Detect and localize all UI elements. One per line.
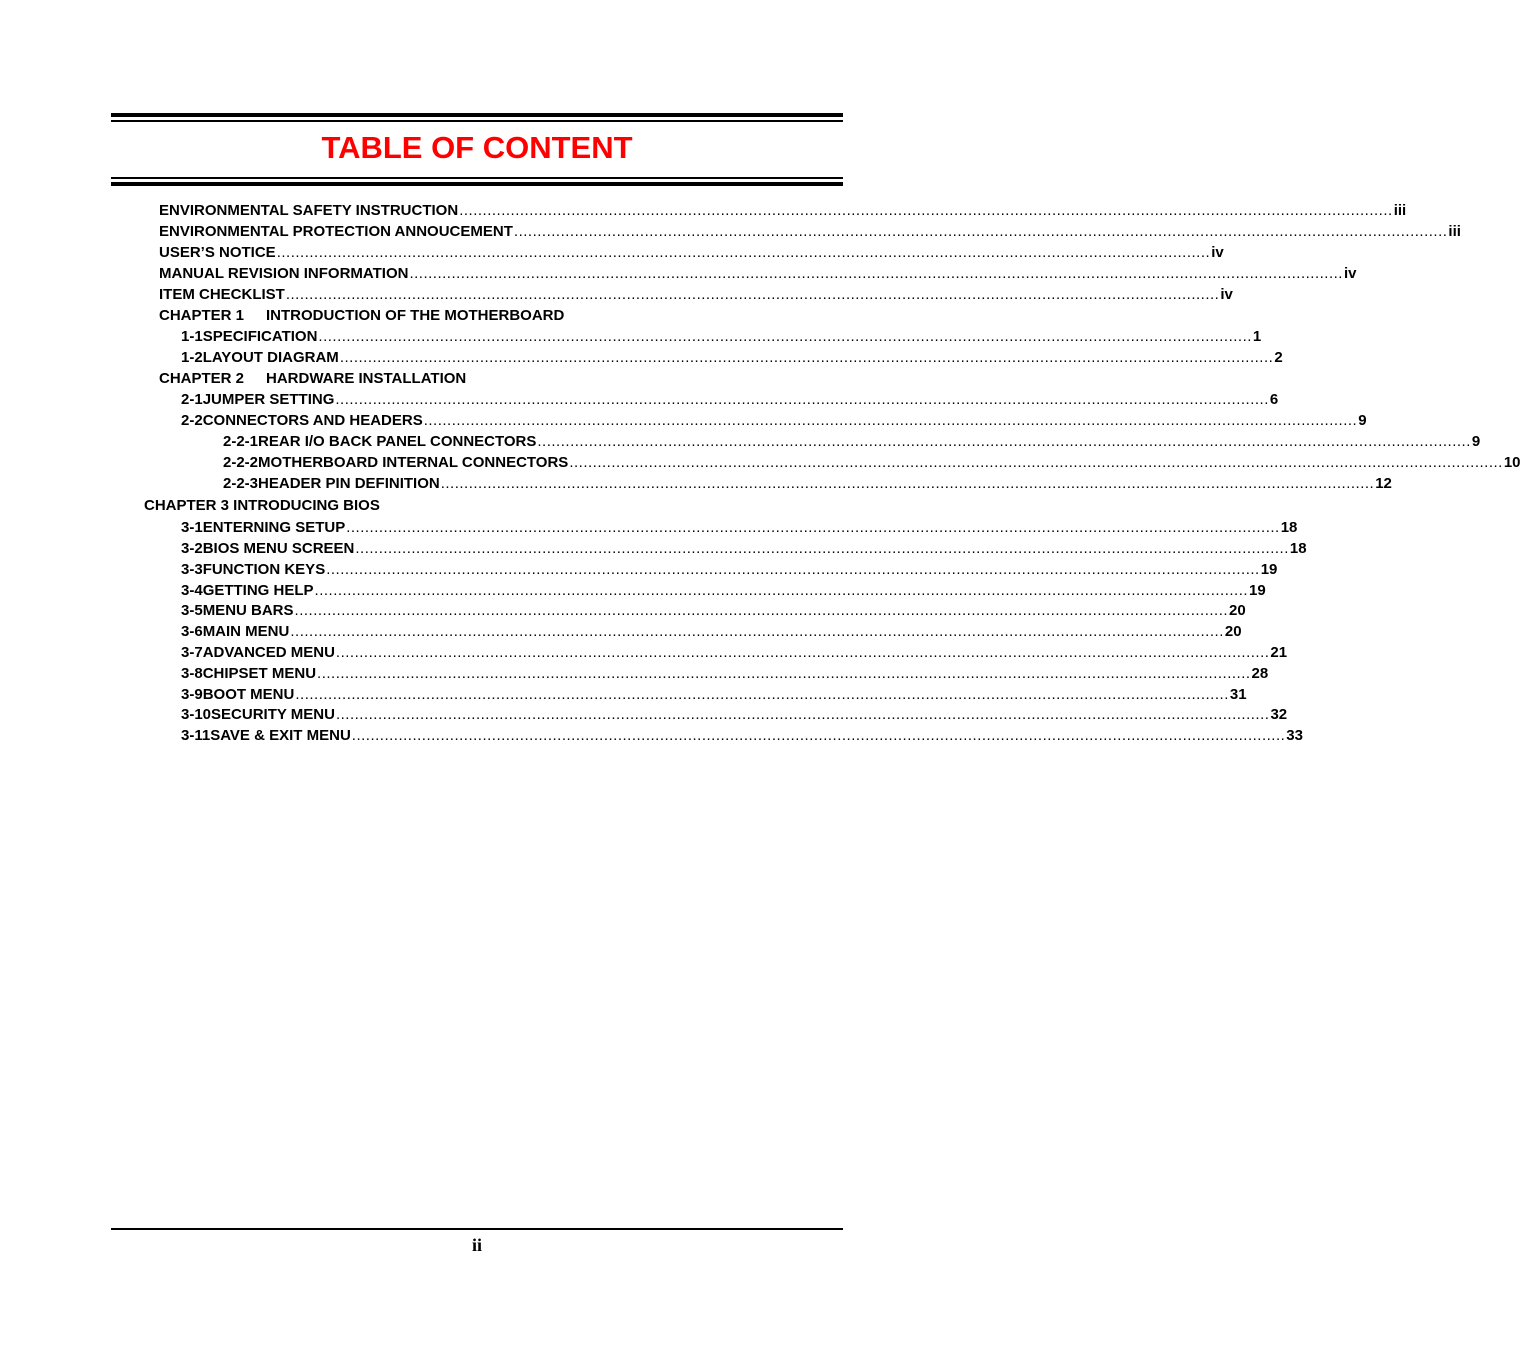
toc-entry[interactable]	[181, 684, 1247, 705]
toc-leader-dots: ........................................................................................................................................................................................................	[440, 475, 1375, 492]
toc-entry[interactable]	[181, 580, 1266, 601]
toc-entry-number: 3-10	[181, 706, 212, 723]
toc-entry-number: 3-3	[181, 561, 203, 578]
top-rule-thick	[111, 113, 843, 117]
toc-leader-dots: ........................................................................................................................................................................................................	[276, 244, 1211, 261]
toc-entry-label: BOOT MENU	[202, 686, 295, 703]
toc-entry-label: HEADER PIN DEFINITION	[258, 475, 440, 492]
toc-chapter-heading[interactable]	[144, 495, 830, 516]
toc-entry-label: REAR I/O BACK PANEL CONNECTORS	[258, 433, 537, 450]
toc-leader-dots: ........................................................................................................................................................................................................	[290, 623, 1224, 640]
toc-subentry[interactable]	[223, 431, 1481, 452]
toc-entry-label: SAVE & EXIT MENU	[210, 727, 351, 744]
toc-leader-dots: ........................................................................................................................................................................................................	[318, 328, 1252, 345]
toc-entry-page: 9	[1358, 412, 1367, 429]
toc-entry[interactable]	[181, 600, 1246, 621]
toc-entry-number: 3-6	[181, 623, 203, 640]
toc-entry[interactable]	[181, 538, 1307, 559]
toc-entry[interactable]	[181, 725, 1303, 746]
toc-entry-page: 21	[1270, 644, 1288, 661]
toc-entry[interactable]	[181, 517, 1298, 538]
toc-entry-page: 18	[1280, 519, 1298, 536]
page-number: ii	[471, 1235, 482, 1255]
toc-leader-dots: ........................................................................................................................................................................................................	[351, 727, 1286, 744]
toc-leader-dots: ........................................................................................................................................................................................................	[335, 644, 1270, 661]
toc-chapter-number: CHAPTER 2	[159, 370, 245, 387]
toc-subentry[interactable]	[223, 473, 1392, 494]
toc-entry-label: JUMPER SETTING	[202, 391, 335, 408]
toc-chapter-heading[interactable]	[159, 368, 830, 389]
toc-entry-number: 3-5	[181, 602, 203, 619]
toc-entry-number: 2-2-3	[223, 475, 259, 492]
toc-entry-label: MANUAL REVISION INFORMATION	[159, 265, 409, 282]
toc-entry-page: 19	[1260, 561, 1278, 578]
toc-entry-label: SECURITY MENU	[211, 706, 335, 723]
toc-entry-number: 3-11	[181, 727, 211, 744]
toc-entry[interactable]	[181, 410, 1367, 431]
toc-entry-number: 3-4	[181, 582, 203, 599]
toc-leader-dots: ........................................................................................................................................................................................................	[346, 519, 1280, 536]
toc-entry-page: 9	[1471, 433, 1481, 450]
toc-entry-page: iv	[1220, 286, 1233, 303]
toc-entry-label: CONNECTORS AND HEADERS	[202, 412, 423, 429]
toc-chapter-label: HARDWARE INSTALLATION	[266, 370, 467, 387]
toc-leader-dots: ........................................................................................................................................................................................................	[317, 665, 1251, 682]
toc-leader-dots: ........................................................................................................................................................................................................	[459, 202, 1393, 219]
toc-leader-dots: ........................................................................................................................................................................................................	[537, 433, 1471, 450]
toc-leader-dots: ........................................................................................................................................................................................................	[335, 706, 1270, 723]
toc-chapter-number: CHAPTER 1	[159, 307, 245, 324]
toc-leader-dots: ........................................................................................................................................................................................................	[314, 582, 1249, 599]
toc-entry-number: 3-9	[181, 686, 203, 703]
toc-entry[interactable]	[159, 221, 1461, 242]
toc-entry-label: MAIN MENU	[202, 623, 290, 640]
footer-rule	[111, 1228, 843, 1230]
toc-entry[interactable]	[181, 704, 1288, 725]
toc-entry-label: ADVANCED MENU	[202, 644, 335, 661]
toc-entry-label: SPECIFICATION	[202, 328, 318, 345]
title-rule-thin	[111, 177, 843, 179]
toc-entry-page: 2	[1274, 349, 1283, 366]
toc-entry-page: 33	[1286, 727, 1303, 744]
toc-leader-dots: ........................................................................................................................................................................................................	[355, 540, 1289, 557]
toc-entry[interactable]	[181, 347, 1283, 368]
toc-entry-number: 3-2	[181, 540, 203, 557]
toc-entry-page: 31	[1229, 686, 1247, 703]
toc-leader-dots: ........................................................................................................................................................................................................	[513, 223, 1448, 240]
toc-entry[interactable]	[181, 663, 1269, 684]
top-rule-thin	[111, 120, 843, 122]
toc-entry-number: 1-2	[181, 349, 203, 366]
toc-entry-page: iii	[1448, 223, 1461, 240]
toc-entry-label: ITEM CHECKLIST	[159, 286, 285, 303]
toc-leader-dots: ........................................................................................................................................................................................................	[295, 686, 1229, 703]
toc-entry[interactable]	[159, 263, 1357, 284]
toc-entry-label: LAYOUT DIAGRAM	[202, 349, 339, 366]
toc-entry-label: ENTERNING SETUP	[202, 519, 346, 536]
toc-entry-label: GETTING HELP	[202, 582, 314, 599]
toc-leader-dots: ........................................................................................................................................................................................................	[294, 602, 1229, 619]
toc-entry-number: 2-2-2	[223, 454, 259, 471]
toc-entry-label: ENVIRONMENTAL PROTECTION ANNOUCEMENT	[159, 223, 513, 240]
toc-entry-page: iv	[1211, 244, 1224, 261]
toc-leader-dots: ........................................................................................................................................................................................................	[423, 412, 1358, 429]
toc-entry-page: 19	[1249, 582, 1266, 599]
toc-entry-label: CHIPSET MENU	[202, 665, 317, 682]
toc-entry[interactable]	[181, 389, 1279, 410]
toc-entry-label: MOTHERBOARD INTERNAL CONNECTORS	[258, 454, 569, 471]
page-title: TABLE OF CONTENT	[321, 130, 633, 165]
toc-entry-page: 20	[1224, 623, 1242, 640]
toc-entry-page: 6	[1269, 391, 1279, 408]
toc-leader-dots: ........................................................................................................................................................................................................	[285, 286, 1220, 303]
toc-entry[interactable]	[181, 326, 1262, 347]
toc-entry[interactable]	[181, 642, 1288, 663]
toc-subentry[interactable]	[223, 452, 1521, 473]
toc-entry-label: BIOS MENU SCREEN	[202, 540, 355, 557]
title-rule-thick	[111, 182, 843, 186]
toc-entry-label: FUNCTION KEYS	[202, 561, 326, 578]
toc-entry-number: 3-7	[181, 644, 203, 661]
toc-chapter-heading[interactable]	[159, 305, 830, 326]
toc-entry-number: 3-8	[181, 665, 203, 682]
toc-chapter-label: INTRODUCTION OF THE MOTHERBOARD	[266, 307, 565, 324]
toc-chapter-label: CHAPTER 3 INTRODUCING BIOS	[144, 497, 380, 514]
toc-leader-dots: ........................................................................................................................................................................................................	[409, 265, 1343, 282]
toc-entry-number: 2-2	[181, 412, 203, 429]
toc-entry[interactable]	[159, 200, 1407, 221]
toc-entry-number: 2-1	[181, 391, 203, 408]
toc-entry-number: 2-2-1	[223, 433, 259, 450]
toc-leader-dots: ........................................................................................................................................................................................................	[326, 561, 1260, 578]
toc-leader-dots: ........................................................................................................................................................................................................	[335, 391, 1269, 408]
toc-entry-page: 12	[1375, 475, 1392, 492]
toc-leader-dots: ........................................................................................................................................................................................................	[569, 454, 1503, 471]
toc-entry-number: 3-1	[181, 519, 203, 536]
toc-entry-label: MENU BARS	[202, 602, 294, 619]
toc-entry-page: iv	[1343, 265, 1357, 282]
toc-entry-label: USER’S NOTICE	[159, 244, 276, 261]
toc-entry[interactable]	[159, 284, 1233, 305]
toc-leader-dots: ........................................................................................................................................................................................................	[339, 349, 1274, 366]
toc-entry[interactable]	[181, 621, 1242, 642]
toc-entry-page: 28	[1251, 665, 1269, 682]
toc-entry-number: 1-1	[181, 328, 203, 345]
toc-entry[interactable]	[159, 242, 1224, 263]
toc-entry-page: 20	[1229, 602, 1246, 619]
toc-entry-page: 32	[1270, 706, 1288, 723]
toc-entry-page: iii	[1393, 202, 1407, 219]
toc-entry-page: 1	[1252, 328, 1262, 345]
toc-entry-page: 10	[1503, 454, 1521, 471]
toc-entry[interactable]	[181, 559, 1278, 580]
toc-entry-page: 18	[1289, 540, 1307, 557]
toc-entry-label: ENVIRONMENTAL SAFETY INSTRUCTION	[159, 202, 459, 219]
